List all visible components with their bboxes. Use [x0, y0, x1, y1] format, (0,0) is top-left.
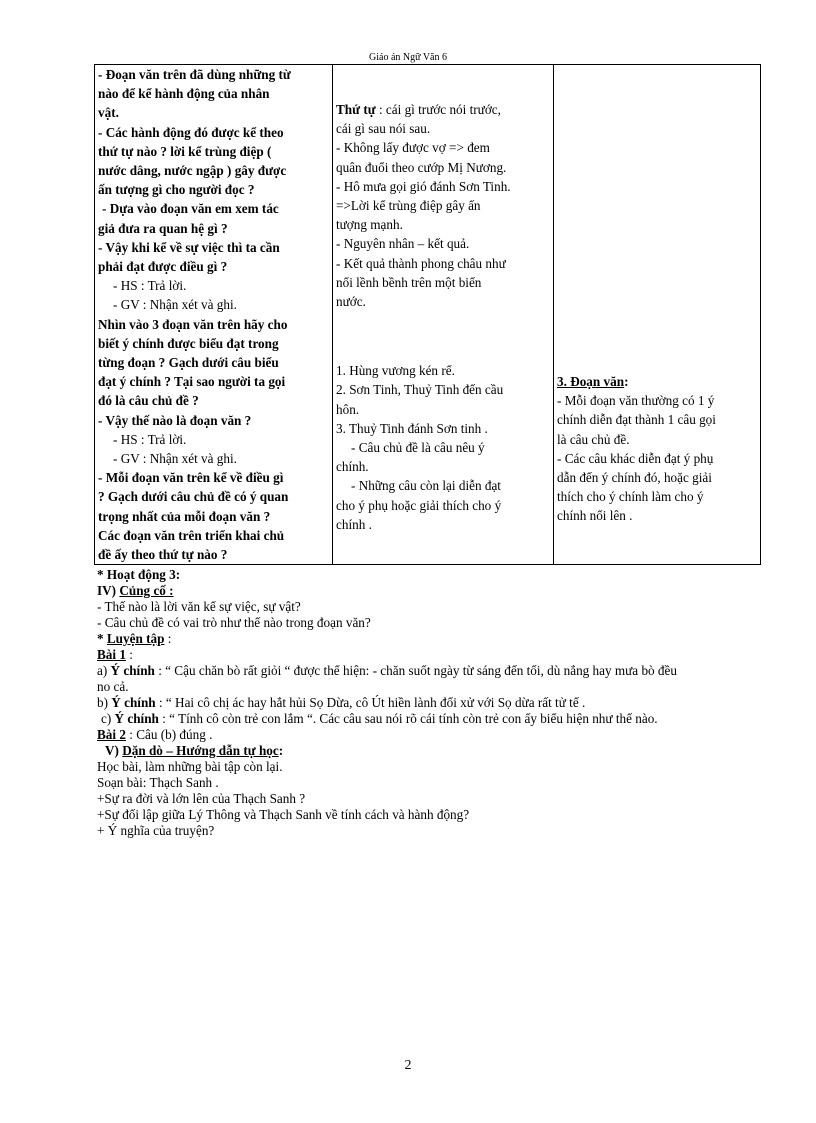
homework-line: + Ý nghĩa của truyện? — [97, 823, 215, 838]
answer-line: c) Ý chính : “ Tính cô còn trẻ con lắm “. Các câu sau nói rõ cái tính còn trẻ con ấy biểu hiện như thế nào. — [101, 711, 658, 726]
homework-line: +Sự đối lập giữa Lý Thông và Thạch Sanh về tính cách và hành động? — [97, 807, 470, 822]
teacher-step: - GV : Nhận xét và ghi. — [113, 297, 237, 313]
question-line: trọng nhất của mỗi đoạn văn ? — [98, 508, 271, 524]
homework-line: Học bài, làm những bài tập còn lại. — [97, 759, 283, 774]
content-line: - Câu chủ đề là câu nêu ý — [351, 440, 485, 456]
homework-line: Soạn bài: Thạch Sanh . — [97, 775, 219, 790]
student-step: - HS : Trả lời. — [113, 431, 187, 447]
content-line: chính. — [336, 459, 369, 475]
review-question: - Câu chủ đề có vai trò như thế nào trong đoạn văn? — [97, 615, 371, 630]
content-line: hôn. — [336, 401, 360, 417]
content-line: 1. Hùng vương kén rể. — [336, 363, 455, 379]
question-line: phải đạt được điều gì ? — [98, 259, 228, 275]
question-line: vật. — [98, 105, 119, 121]
activity-heading: * Hoạt động 3: — [97, 567, 181, 582]
question-line: - Vậy thế nào là đoạn văn ? — [98, 412, 252, 428]
question-line: nước dâng, nước ngập ) gây được — [98, 163, 287, 179]
question-line: ? Gạch dưới câu chủ đề có ý quan — [98, 489, 289, 505]
question-line: Nhìn vào 3 đoạn văn trên hãy cho — [98, 316, 288, 332]
section-heading: 3. Đoạn văn: — [557, 374, 629, 389]
section-heading: V) Dặn dò – Hướng dẫn tự học: — [105, 743, 284, 758]
question-line: đạt ý chính ? Tại sao người ta gọi — [98, 374, 286, 390]
question-line: ấn tượng gì cho người đọc ? — [98, 182, 255, 198]
question-line: đó là câu chủ đề ? — [98, 393, 199, 409]
note-line: là câu chủ đề. — [557, 431, 630, 447]
question-line: - Đoạn văn trên đã dùng những từ — [98, 67, 291, 82]
content-line: - Kết quả thành phong châu như — [336, 255, 506, 271]
note-line: - Các câu khác diễn đạt ý phụ — [557, 450, 714, 466]
content-line: 3. Thuỷ Tinh đánh Sơn tinh . — [336, 420, 488, 436]
teacher-student-activity-cell — [95, 65, 333, 565]
note-line: thích cho ý chính làm cho ý — [557, 489, 704, 505]
page-number: 2 — [404, 1058, 412, 1073]
content-line: - Những câu còn lại diễn đạt — [351, 478, 501, 494]
question-line: - Dựa vào đoạn văn em xem tác — [102, 201, 279, 217]
content-line: tượng mạnh. — [336, 217, 403, 233]
question-line: Các đoạn văn trên triển khai chủ — [98, 527, 285, 543]
notes-cell — [554, 65, 761, 565]
content-line: cái gì sau nói sau. — [336, 121, 431, 137]
content-line: quân đuổi theo cướp Mị Nương. — [336, 159, 507, 175]
student-step: - HS : Trả lời. — [113, 278, 187, 294]
exercise-heading: Bài 1 : — [97, 647, 133, 662]
question-line: - Vậy khi kể về sự việc thì ta cần — [98, 239, 280, 255]
content-line: =>Lời kể trùng điệp gây ấn — [336, 198, 481, 214]
content-line: chính . — [336, 516, 372, 532]
question-line: - Các hành động đó được kể theo — [98, 124, 284, 140]
page-header: Giáo án Ngữ Văn 6 — [369, 52, 447, 63]
answer-line: b) Ý chính : “ Hai cô chị ác hay hắt hủi Sọ Dừa, cô Út hiền lành đối xử với Sọ dừa rất tử tế . — [97, 695, 586, 710]
answer-line: no cả. — [97, 679, 129, 694]
note-line: dẫn đến ý chính đó, hoặc giải — [557, 470, 712, 486]
teacher-step: - GV : Nhận xét và ghi. — [113, 451, 237, 467]
lesson-continuation — [97, 567, 777, 839]
question-line: giả đưa ra quan hệ gì ? — [98, 220, 228, 236]
note-line: - Mỗi đoạn văn thường có 1 ý — [557, 393, 715, 409]
exercise-heading: Bài 2 : Câu (b) đúng . — [97, 727, 213, 742]
answer-line: a) Ý chính : “ Cậu chăn bò rất giỏi “ được thể hiện: - chăn suốt ngày từ sáng đến tối, dù nắng hay mưa bò đều — [97, 663, 677, 678]
homework-line: +Sự ra đời và lớn lên của Thạch Sanh ? — [97, 791, 306, 806]
note-line: chính nổi lên . — [557, 508, 633, 524]
content-line: - Không lấy được vợ => đem — [336, 140, 490, 156]
content-cell — [333, 65, 554, 565]
content-line: nước. — [336, 294, 366, 310]
question-line: thứ tự nào ? lời kể trùng điệp ( — [98, 143, 272, 159]
order-label: Thứ tự — [336, 102, 376, 117]
content-line: cho ý phụ hoặc giải thích cho ý — [336, 497, 502, 513]
note-line: chính diễn đạt thành 1 câu gọi — [557, 412, 716, 428]
content-line: 2. Sơn Tinh, Thuỷ Tinh đến cầu — [336, 382, 504, 398]
question-line: từng đoạn ? Gạch dưới câu biểu — [98, 355, 279, 371]
content-line: - Nguyên nhân – kết quả. — [336, 236, 470, 252]
practice-heading: * Luyện tập : — [97, 631, 172, 646]
question-line: - Mỗi đoạn văn trên kể về điều gì — [98, 470, 284, 486]
table-row — [95, 65, 761, 565]
content-line: nổi lềnh bềnh trên một biển — [336, 274, 482, 290]
content-line: Thứ tự : cái gì trước nói trước, — [336, 102, 501, 117]
question-line: đề ấy theo thứ tự nào ? — [98, 547, 228, 563]
lesson-table — [94, 64, 761, 565]
section-heading: IV) Củng cố : — [97, 583, 174, 598]
question-line: biết ý chính được biểu đạt trong — [98, 335, 279, 351]
content-line: - Hô mưa gọi gió đánh Sơn Tinh. — [336, 178, 511, 194]
review-question: - Thế nào là lời văn kể sự việc, sự vật? — [97, 599, 301, 614]
question-line: nào để kể hành động của nhân — [98, 86, 270, 102]
